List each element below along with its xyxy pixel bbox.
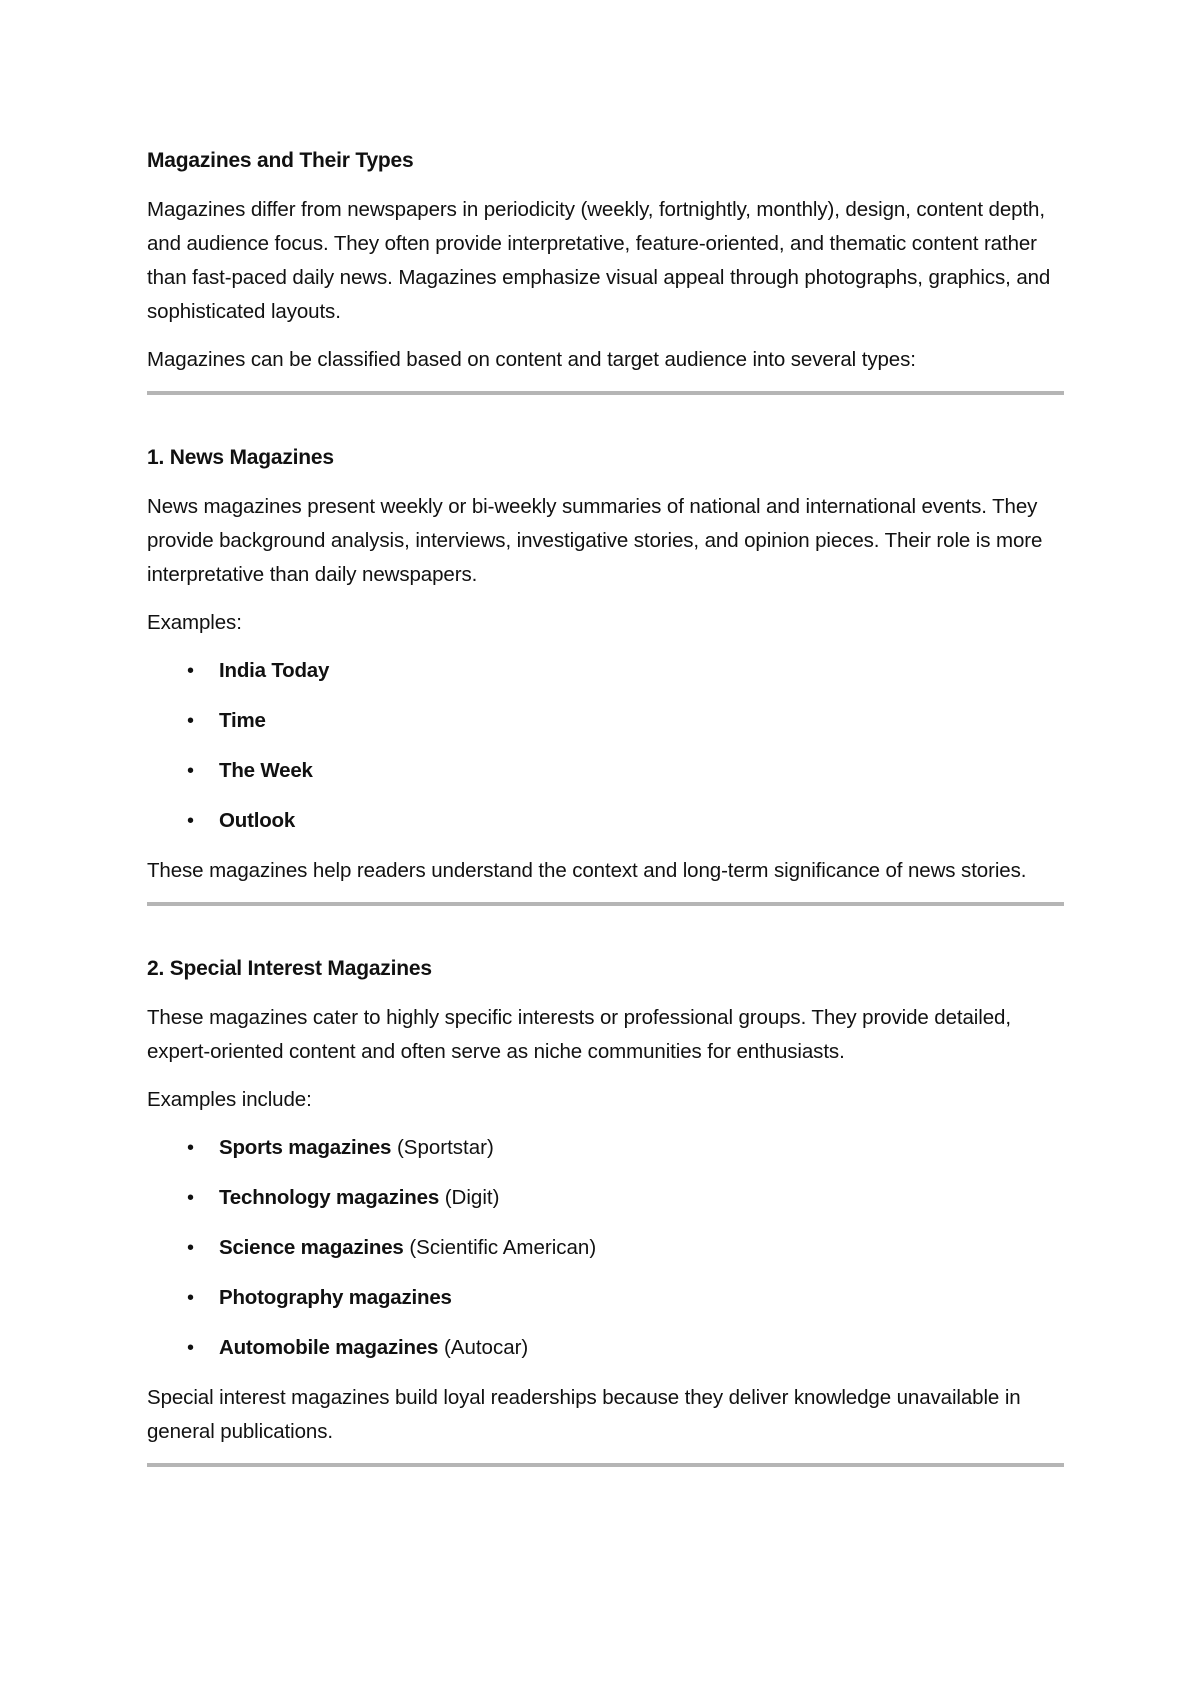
news-closing-paragraph: These magazines help readers understand the context and long-term significance of news stories. (147, 859, 1027, 882)
bullet-icon: • (187, 1137, 195, 1159)
bullet-icon: • (187, 760, 195, 782)
list-item-bold: Time (219, 709, 266, 732)
section-divider (147, 391, 1064, 395)
news-description-paragraph: News magazines present weekly or bi-weekly summaries of national and international events. They provide background analysis, interviews, investigative stories, and opinion pieces. Their role is more interpretative than daily newspapers. (147, 495, 1043, 586)
list-item (147, 1331, 1065, 1365)
list-item (147, 1131, 1065, 1165)
bullet-icon: • (187, 810, 195, 832)
list-item-bold: Photography magazines (219, 1286, 452, 1309)
list-item (147, 1231, 1065, 1265)
section-divider (147, 1463, 1064, 1467)
bullet-icon: • (187, 1337, 195, 1359)
special-closing-paragraph: Special interest magazines build loyal readerships because they deliver knowledge unavailable in general publications. (147, 1386, 1021, 1443)
list-item-detail: (Sportstar) (391, 1136, 494, 1159)
document-title: Magazines and Their Types (147, 149, 414, 172)
special-description-paragraph: These magazines cater to highly specific interests or professional groups. They provide detailed, expert-oriented content and often serve as niche communities for enthusiasts. (147, 1006, 1011, 1063)
list-item (147, 654, 1065, 688)
bullet-icon: • (187, 710, 195, 732)
list-item-detail: (Digit) (439, 1186, 500, 1209)
list-item-bold: Sports magazines (219, 1136, 392, 1159)
list-item-detail: (Autocar) (438, 1336, 529, 1359)
intro-paragraph: Magazines differ from newspapers in periodicity (weekly, fortnightly, monthly), design, content depth, and audience focus. They often provide interpretative, feature-oriented, and thematic content rather than fast-paced daily news. Magazines emphasize visual appeal through photographs, graphics, and sophisticated layouts. (147, 198, 1051, 323)
document-body (147, 138, 1065, 1515)
section-heading-special-interest-magazines: 2. Special Interest Magazines (147, 957, 432, 980)
list-item (147, 754, 1065, 788)
list-item (147, 804, 1065, 838)
special-examples-list (147, 1131, 1065, 1365)
list-item-bold: Technology magazines (219, 1186, 440, 1209)
list-item-bold: Outlook (219, 809, 296, 832)
news-examples-label: Examples: (147, 611, 242, 634)
list-item (147, 704, 1065, 738)
section-divider (147, 902, 1064, 906)
intro-classification-paragraph: Magazines can be classified based on content and target audience into several types: (147, 348, 916, 371)
list-item-bold: Automobile magazines (219, 1336, 439, 1359)
list-item-detail: (Scientific American) (403, 1236, 597, 1259)
bullet-icon: • (187, 1187, 195, 1209)
list-item-bold: The Week (219, 759, 313, 782)
list-item-bold: Science magazines (219, 1236, 404, 1259)
bullet-icon: • (187, 1237, 195, 1259)
list-item (147, 1181, 1065, 1215)
list-item-bold: India Today (219, 659, 330, 682)
bullet-icon: • (187, 660, 195, 682)
section-heading-news-magazines: 1. News Magazines (147, 446, 334, 469)
news-examples-list (147, 654, 1065, 838)
special-examples-label: Examples include: (147, 1088, 312, 1111)
list-item (147, 1281, 1065, 1315)
bullet-icon: • (187, 1287, 195, 1309)
